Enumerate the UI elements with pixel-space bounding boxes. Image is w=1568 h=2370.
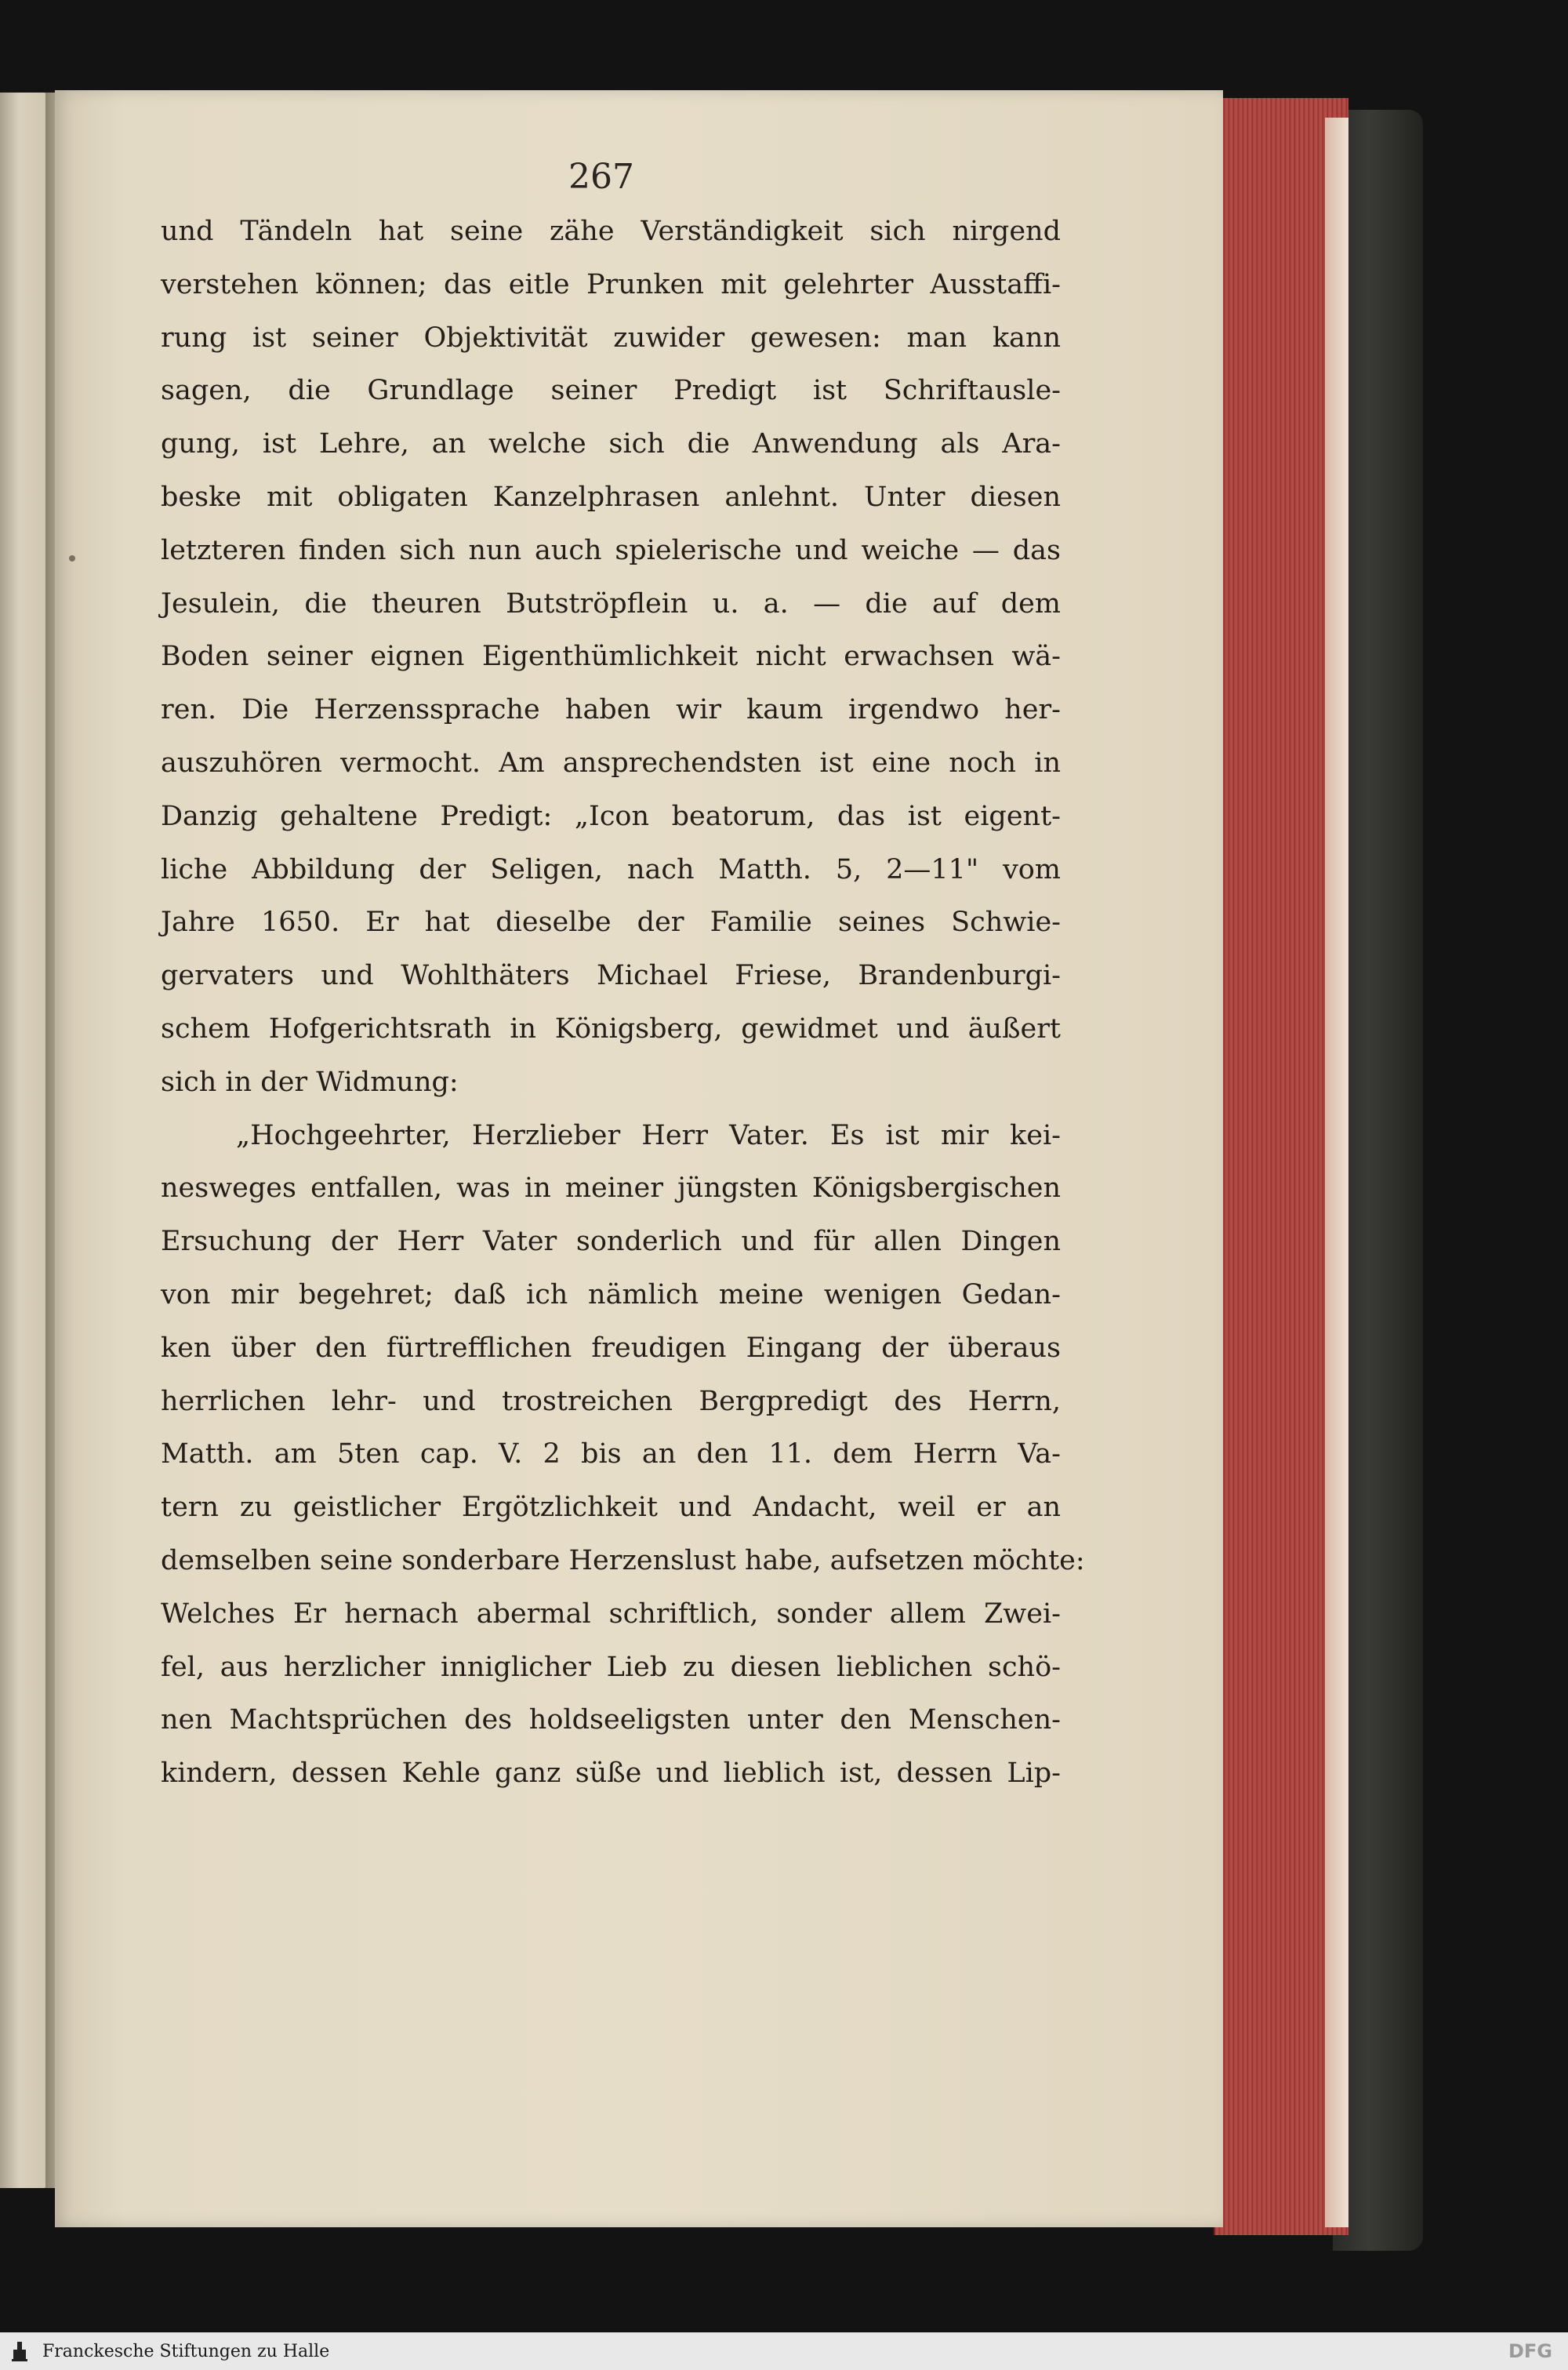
body-text: [161, 205, 1085, 1801]
text-line: rung ist seiner Objektivität zuwider gewesen: man kann: [161, 322, 1061, 354]
text-line: Jesulein, die theuren Butströpflein u. a. — die auf dem: [161, 587, 1061, 620]
text-line: Welches Er hernach abermal schriftlich, sonder allem Zwei-: [161, 1598, 1061, 1630]
page-number: 267: [568, 157, 634, 197]
margin-mark: [69, 555, 75, 562]
text-line: letzteren finden sich nun auch spielerische und weiche — das: [161, 534, 1061, 566]
text-line: von mir begehret; daß ich nämlich meine wenigen Gedan-: [161, 1278, 1061, 1310]
text-line: gung, ist Lehre, an welche sich die Anwendung als Ara-: [161, 428, 1061, 460]
text-line: Jahre 1650. Er hat dieselbe der Familie seines Schwie-: [161, 907, 1061, 939]
text-line: und Tändeln hat seine zähe Verständigkeit sich nirgend: [161, 216, 1061, 247]
text-line: schem Hofgerichtsrath in Königsberg, gewidmet und äußert: [161, 1012, 1061, 1045]
text-line: verstehen können; das eitle Prunken mit gelehrter Ausstaffi-: [161, 268, 1061, 300]
text-line: demselben seine sonderbare Herzenslust habe, aufsetzen möchte:: [161, 1544, 1085, 1576]
text-line: ren. Die Herzenssprache haben wir kaum irgendwo her-: [161, 694, 1061, 726]
text-line: Boden seiner eignen Eigenthümlichkeit nicht erwachsen wä-: [161, 641, 1061, 673]
text-line: fel, aus herzlicher inniglicher Lieb zu diesen lieblichen schö-: [161, 1651, 1061, 1683]
text-line: liche Abbildung der Seligen, nach Matth. 5, 2—11" vom: [161, 853, 1061, 885]
text-line: Danzig gehaltene Predigt: „Icon beatorum, das ist eigent-: [161, 800, 1061, 832]
text-line: Matth. am 5ten cap. V. 2 bis an den 11. dem Herrn Va-: [161, 1438, 1061, 1470]
text-line: auszuhören vermocht. Am ansprechendsten ist eine noch in: [161, 747, 1061, 779]
text-line: sich in der Widmung:: [161, 1066, 459, 1098]
institution-name: Franckesche Stiftungen zu Halle: [42, 2342, 330, 2361]
text-line: Ersuchung der Herr Vater sonderlich und für allen Dingen: [161, 1226, 1061, 1258]
left-page-edge: [0, 93, 49, 2188]
text-line: nen Machtsprüchen des holdseeligsten unter den Menschen-: [161, 1704, 1061, 1736]
text-line: kindern, dessen Kehle ganz süße und lieblich ist, dessen Lip-: [161, 1758, 1061, 1790]
institution-logo-icon: [11, 2340, 28, 2362]
footer-bar: [0, 2332, 1568, 2370]
dfg-badge: DFG: [1508, 2340, 1552, 2362]
text-line: sagen, die Grundlage seiner Predigt ist Schriftausle-: [161, 375, 1061, 407]
text-line: beske mit obligaten Kanzelphrasen anlehnt. Unter diesen: [161, 481, 1061, 513]
text-line: gervaters und Wohlthäters Michael Friese, Brandenburgi-: [161, 960, 1061, 992]
text-line: herrlichen lehr- und trostreichen Bergpredigt des Herrn,: [161, 1385, 1061, 1417]
text-line: tern zu geistlicher Ergötzlichkeit und Andacht, weil er an: [161, 1492, 1061, 1524]
page-edge-highlight: [1325, 118, 1348, 2227]
text-line: nesweges entfallen, was in meiner jüngsten Königsbergischen: [161, 1172, 1061, 1205]
text-line: ken über den fürtrefflichen freudigen Eingang der überaus: [161, 1332, 1061, 1364]
text-line: „Hochgeehrter, Herzlieber Herr Vater. Es ist mir kei-: [236, 1119, 1061, 1151]
